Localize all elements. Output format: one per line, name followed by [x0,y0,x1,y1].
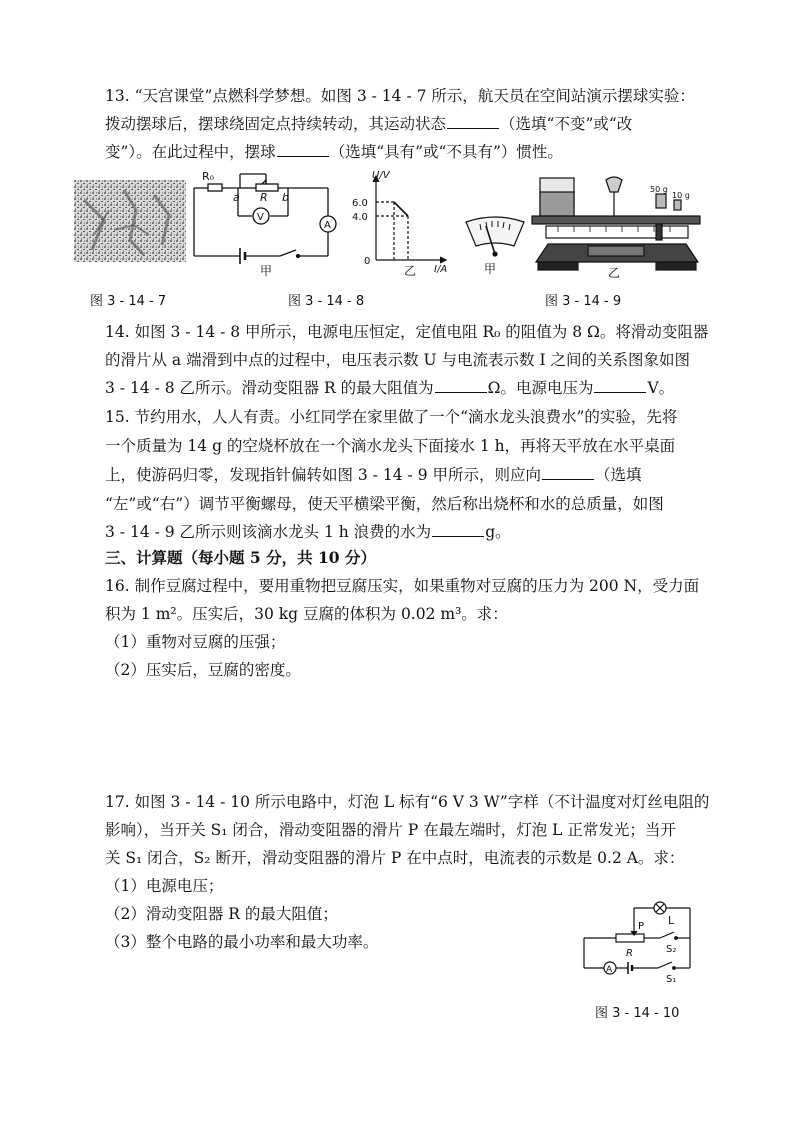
q15-line3-text-b: （选填 [595,466,642,484]
figure-3-14-9-balance [528,172,706,280]
q15-line3-text-a: 上，使游码归零，发现指针偏转如图 3 - 14 - 9 甲所示，则应向 [105,466,541,484]
q13-line3 [105,142,563,162]
figure-3-14-9-dial [462,212,528,276]
svg-text:0: 0 [364,256,371,267]
svg-text:10 g: 10 g [672,191,690,200]
rider [656,224,662,240]
section-3-heading: 三、计算题（每小题 5 分，共 10 分） [105,548,376,567]
figure-3-14-8-circuit [188,166,348,278]
q15-blank-1[interactable] [542,465,594,480]
figure-3-14-7-photo [74,180,186,262]
q15-line1: 15. 节约用水，人人有责。小红同学在家里做了一个“滴水龙头浪费水”的实验，先将 [105,408,678,426]
svg-text:a: a [233,191,240,204]
fig9-label-yi: 乙 [608,266,621,280]
q13-line3-text-a: 变”）。在此过程中，摆球 [105,143,276,161]
svg-text:I/A: I/A [434,264,448,275]
balance-pointer-head [606,177,622,192]
q14-blank-1[interactable] [435,378,487,393]
svg-text:V: V [257,212,264,223]
q14-blank-2[interactable] [594,378,646,393]
q14-line1: 14. 如图 3 - 14 - 8 甲所示，电源电压恒定，定值电阻 R₀ 的阻值为 8 Ω。将滑动变阻器 [105,323,709,341]
q13-line1: 13. “天宫课堂”点燃科学梦想。如图 3 - 14 - 7 所示，航天员在空间站演示摆球实验： [105,87,695,105]
q15-line2: 一个质量为 14 g 的空烧杯放在一个滴水龙头下面接水 1 h，再将天平放在水平桌面 [105,437,676,455]
weight-50g [656,194,666,208]
q17-line5: （2）滑动变阻器 R 的最大阻值； [105,905,338,923]
q14-line3-text-b: Ω。电源电压为 [487,379,594,397]
svg-text:S₂: S₂ [666,944,677,955]
q15-line5-text-a: 3 - 14 - 9 乙所示则该滴水龙头 1 h 浪费的水为 [105,523,432,541]
q15-line3 [105,465,642,485]
figure-3-14-10-circuit [578,896,700,988]
q17-line6: （3）整个电路的最小功率和最大功率。 [105,933,379,951]
q14-line3 [105,378,674,398]
figure-3-14-10-caption: 图 3 - 14 - 10 [595,1006,680,1021]
q13-blank-2[interactable] [277,142,329,157]
fig9-label-jia: 甲 [484,262,497,276]
svg-text:4.0: 4.0 [352,212,368,223]
fig8-label-jia: 甲 [260,264,273,278]
switch-s2-icon [660,932,674,938]
q15-blank-2[interactable] [432,522,484,537]
svg-text:6.0: 6.0 [352,198,368,209]
svg-text:50 g: 50 g [650,185,668,194]
q16-line3: （1）重物对豆腐的压强； [105,633,286,651]
svg-text:A: A [324,220,331,231]
q16-line1: 16. 制作豆腐过程中，要用重物把豆腐压实，如果重物对豆腐的压力为 200 N，受力面 [105,577,700,595]
q15-line5 [105,522,511,542]
figure-3-14-9-caption: 图 3 - 14 - 9 [545,294,622,309]
weight-10g [674,200,681,210]
q13-line2-text-a: 拨动摆球后，摆球绕固定点持续转动，其运动状态 [105,115,447,133]
figure-3-14-7-caption: 图 3 - 14 - 7 [90,294,167,309]
q16-line4: （2）压实后，豆腐的密度。 [105,661,301,679]
svg-text:U/V: U/V [372,170,390,181]
q14-line3-text-a: 3 - 14 - 8 乙所示。滑动变阻器 R 的最大阻值为 [105,379,434,397]
q15-line5-text-b: g。 [485,523,511,541]
q15-line4: “左”或“右”）调节平衡螺母，使天平横梁平衡，然后称出烧杯和水的总质量，如图 [105,495,664,513]
balance-beam-scale [546,226,688,238]
q17-line3: 关 S₁ 闭合，S₂ 断开，滑动变阻器的滑片 P 在中点时，电流表的示数是 0.2 A。求： [105,849,685,867]
switch-s1-icon [658,962,672,968]
svg-text:A: A [606,965,613,975]
q14-line3-text-c: V。 [647,379,675,397]
q13-line2 [105,114,632,134]
label-r0: R₀ [202,170,215,183]
q13-line2-text-b: （选填“不变”或“改 [500,115,633,133]
graph-line [394,202,408,216]
q14-line2: 的滑片从 a 端滑到中点的过程中，电压表示数 U 与电流表示数 I 之间的关系图象如图 [105,351,690,369]
svg-text:R: R [626,948,633,959]
figure-3-14-8-caption: 图 3 - 14 - 8 [288,294,365,309]
q13-line3-text-b: （选填“具有”或“不具有”）惯性。 [329,143,563,161]
svg-text:P: P [638,921,645,932]
q17-line4: （1）电源电压； [105,877,224,895]
fig8-label-yi: 乙 [404,264,417,278]
q17-line1: 17. 如图 3 - 14 - 10 所示电路中，灯泡 L 标有“6 V 3 W”字样（不计温度对灯丝电阻的 [105,793,710,811]
svg-text:b: b [282,191,289,204]
switch-icon [280,250,296,256]
resistor-r0 [208,184,222,191]
rheostat-r [256,184,278,191]
svg-text:S₁: S₁ [666,974,677,985]
svg-text:R: R [260,191,268,204]
q16-line2: 积为 1 m²。压实后，30 kg 豆腐的体积为 0.02 m³。求： [105,605,508,623]
q17-line2: 影响），当开关 S₁ 闭合，滑动变阻器的滑片 P 在最左端时，灯泡 L 正常发光；当开 [105,821,676,839]
q13-blank-1[interactable] [447,114,499,129]
figure-3-14-8-graph [352,170,462,276]
rheostat-r [616,934,644,942]
svg-text:L: L [668,914,675,927]
